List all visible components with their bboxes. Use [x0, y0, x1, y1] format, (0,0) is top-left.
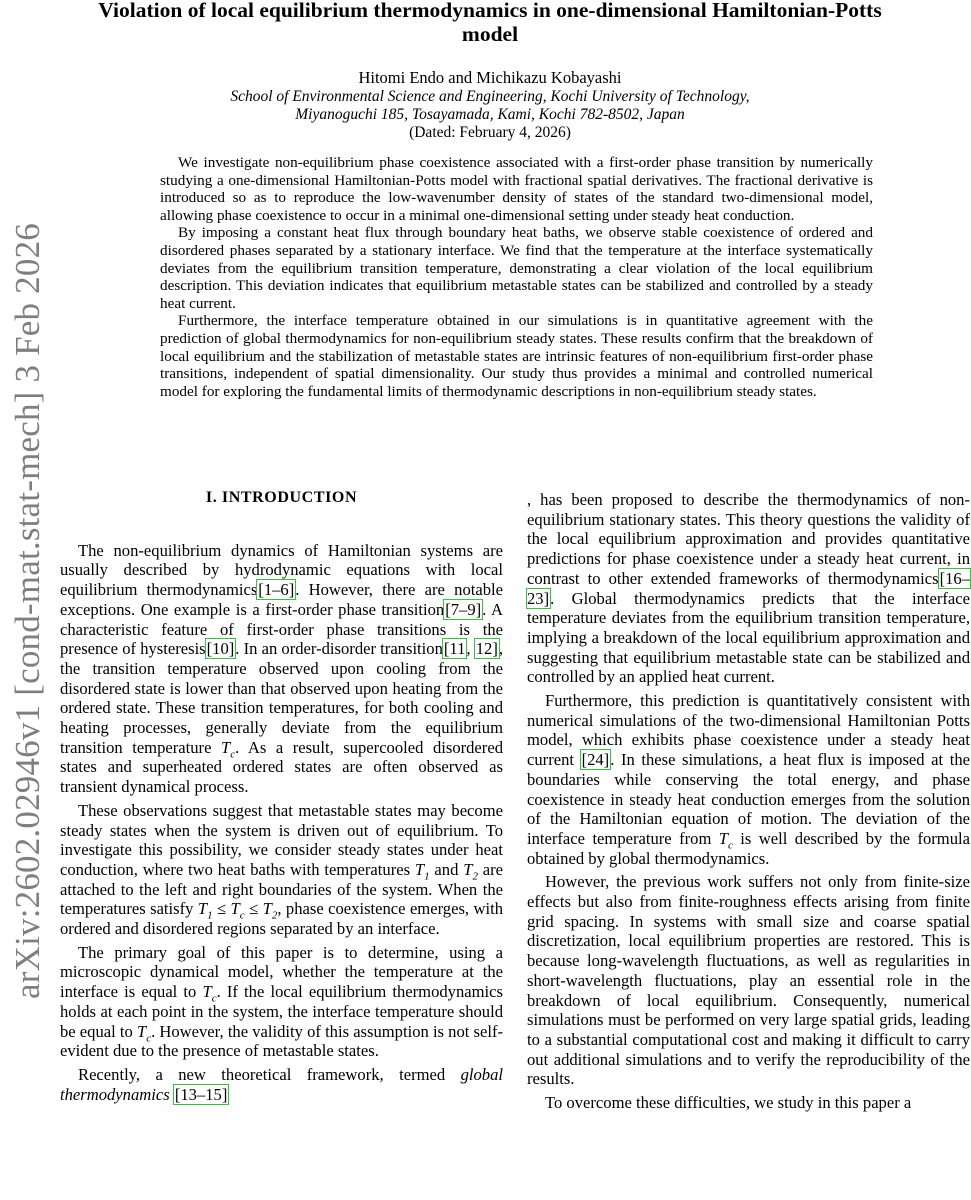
body-paragraph: Furthermore, this prediction is quantitatively consistent with numerical simulations of the two-dimensional Hamiltonian Potts model, which exhibits phase coexistence under a steady heat current [24]. In these simulations, a heat flux is imposed at the boundaries while conserving the total energy, and phase coexistence in steady heat conduction emerges from the solution of the Hamiltonian equation of motion. The deviation of the interface temperature from $T_c$ is well described by the formula obtained by global thermodynamics.: [527, 691, 970, 868]
math-symbol: $T_1$: [414, 859, 430, 883]
citation-link[interactable]: [24]: [581, 750, 610, 770]
body-paragraph: However, the previous work suffers not only from finite-size effects but also from finite-roughness effects arising from finite grid spacing. In systems with small size and coarse spatial discretization, local equilibrium properties are restored. This is because long-wavelength fluctuations, as well as regularities in short-wavelength fluctuations, play an essential role in the breakdown of local equilibrium. Consequently, numerical simulations must be performed on very large spatial grids, leading to a substantial computational cost and making it difficult to carry out additional simulations and to verify the reproducibility of the results.: [527, 872, 970, 1089]
math-symbol: $T_2$: [463, 859, 478, 883]
emphasis-term: global thermodynamics: [60, 1064, 503, 1104]
citation-link[interactable]: [1–6]: [258, 580, 295, 600]
citation-link[interactable]: 12]: [475, 639, 498, 659]
math-symbol: $T_1$: [197, 899, 213, 922]
math-symbol: $T_2$: [262, 899, 278, 922]
author-list: Hitomi Endo and Michikazu Kobayashi: [358, 68, 622, 87]
abstract-paragraph: We investigate non-equilibrium phase coexistence associated with a first-order phase transition by numerically studying a one-dimensional Hamiltonian-Potts model with fractional spatial derivatives. The fractional derivative is introduced so as to reproduce the low-wavenumber density of states of the standard two-dimensional model, allowing phase coexistence to occur in a minimal one-dimensional setting under steady heat conduction.: [160, 154, 873, 224]
affiliation: [60, 88, 920, 124]
paper-title-line-1: Violation of local equilibrium thermodynamics in one-dimensional Hamiltonian-Potts: [98, 0, 882, 22]
arxiv-identifier-text: arXiv:2602.02946v1 [cond-mat.stat-mech] 3 Feb 2026: [8, 223, 47, 999]
citation-link[interactable]: [10]: [206, 639, 235, 659]
body-paragraph: The non-equilibrium dynamics of Hamiltonian systems are usually described by hydrodynamic equations with local equilibrium thermodynamics[1–6]. However, there are notable exceptions. One example is a first-order phase transition[7–9]. A characteristic feature of first-order phase transitions is the presence of hysteresis[10]. In an order-disorder transition[11, 12], the transition temperature observed upon cooling from the disordered state is lower than that observed upon heating from the ordered state. These transition temperatures, for both cooling and heating processes, generally deviate from the equilibrium transition temperature $T_c$. As a result, supercooled disordered states and superheated ordered states are often observed as transient dynamical process.: [60, 540, 503, 797]
body-paragraph: To overcome these difficulties, we study in this paper a: [545, 1093, 912, 1113]
section-heading: I. INTRODUCTION: [205, 489, 358, 506]
affiliation-line-1: School of Environmental Science and Engineering, Kochi University of Technology,: [230, 88, 750, 105]
math-symbol: $T_c$: [230, 899, 245, 922]
abstract-paragraph: Furthermore, the interface temperature obtained in our simulations is in quantitative agreement with the prediction of global thermodynamics for non-equilibrium steady states. These results confirm that the breakdown of local equilibrium and the stabilization of metastable states are intrinsic features of non-equilibrium first-order phase transitions, independent of spatial dimensionality. Our study thus provides a minimal and controlled numerical model for exploring the fundamental limits of thermodynamic descriptions in non-equilibrium steady states.: [160, 312, 873, 400]
paper-title: [60, 0, 920, 46]
math-symbol: $T_c$: [136, 1021, 152, 1044]
body-paragraph-continued: , has been proposed to describe the thermodynamics of non-equilibrium stationary states. This theory questions the validity of the local equilibrium approximation and provides quantitative predictions for phase coexistence under a steady heat current, in contrast to other extended frameworks of thermodynamics[16–23]. Global thermodynamics predicts that the interface temperature deviates from the equilibrium transition temperature, implying a breakdown of the local equilibrium approximation and suggesting that equilibrium metastable state can be stabilized and controlled by an applied heat current.: [527, 490, 970, 687]
citation-link[interactable]: [11: [443, 639, 466, 659]
affiliation-line-2: Miyanoguchi 185, Tosayamada, Kami, Kochi 782-8502, Japan: [295, 106, 685, 123]
arxiv-identifier-stamp: [0, 0, 56, 1200]
math-symbol: $T_c$: [718, 828, 733, 852]
date-line: (Dated: February 4, 2026): [409, 124, 571, 141]
right-column: [527, 490, 970, 1117]
body-paragraph: These observations suggest that metastable states may become steady states when the system is driven out of equilibrium. To investigate this possibility, we consider steady states under heat conduction, where two heat baths with temperatures $T_1$ and $T_2$ are attached to the left and right boundaries of the system. When the temperatures satisfy $T_1 \le T_c \le T_2$, phase coexistence emerges, with ordered and disordered regions separated by an interface.: [60, 800, 504, 939]
abstract: [160, 154, 873, 400]
citation-link[interactable]: [13–15]: [174, 1084, 228, 1104]
math-symbol: $T_c$: [202, 982, 217, 1005]
body-paragraph: The primary goal of this paper is to determine, using a microscopic dynamical model, whether the temperature at the interface is equal to $T_c$. If the local equilibrium thermodynamics holds at each point in the system, the interface temperature should be equal to $T_c$. However, the validity of this assumption is not self-evident due to the presence of metastable states.: [60, 942, 503, 1061]
paper-title-line-2: model: [461, 22, 519, 46]
abstract-paragraph: By imposing a constant heat flux through boundary heat baths, we observe stable coexistence of ordered and disordered phases separated by a stationary interface. We find that the temperature at the interface systematically deviates from the equilibrium transition temperature, demonstrating a clear violation of the local equilibrium description. This deviation indicates that equilibrium metastable states can be stabilized and controlled by a steady heat current.: [160, 224, 873, 312]
body-paragraph: Recently, a new theoretical framework, termed global thermodynamics [13–15]: [60, 1064, 503, 1104]
math-symbol: $T_c$: [220, 737, 236, 761]
citation-link[interactable]: [16–23]: [527, 568, 970, 608]
citation-link[interactable]: [7–9]: [445, 599, 482, 619]
left-column: [60, 488, 503, 1108]
